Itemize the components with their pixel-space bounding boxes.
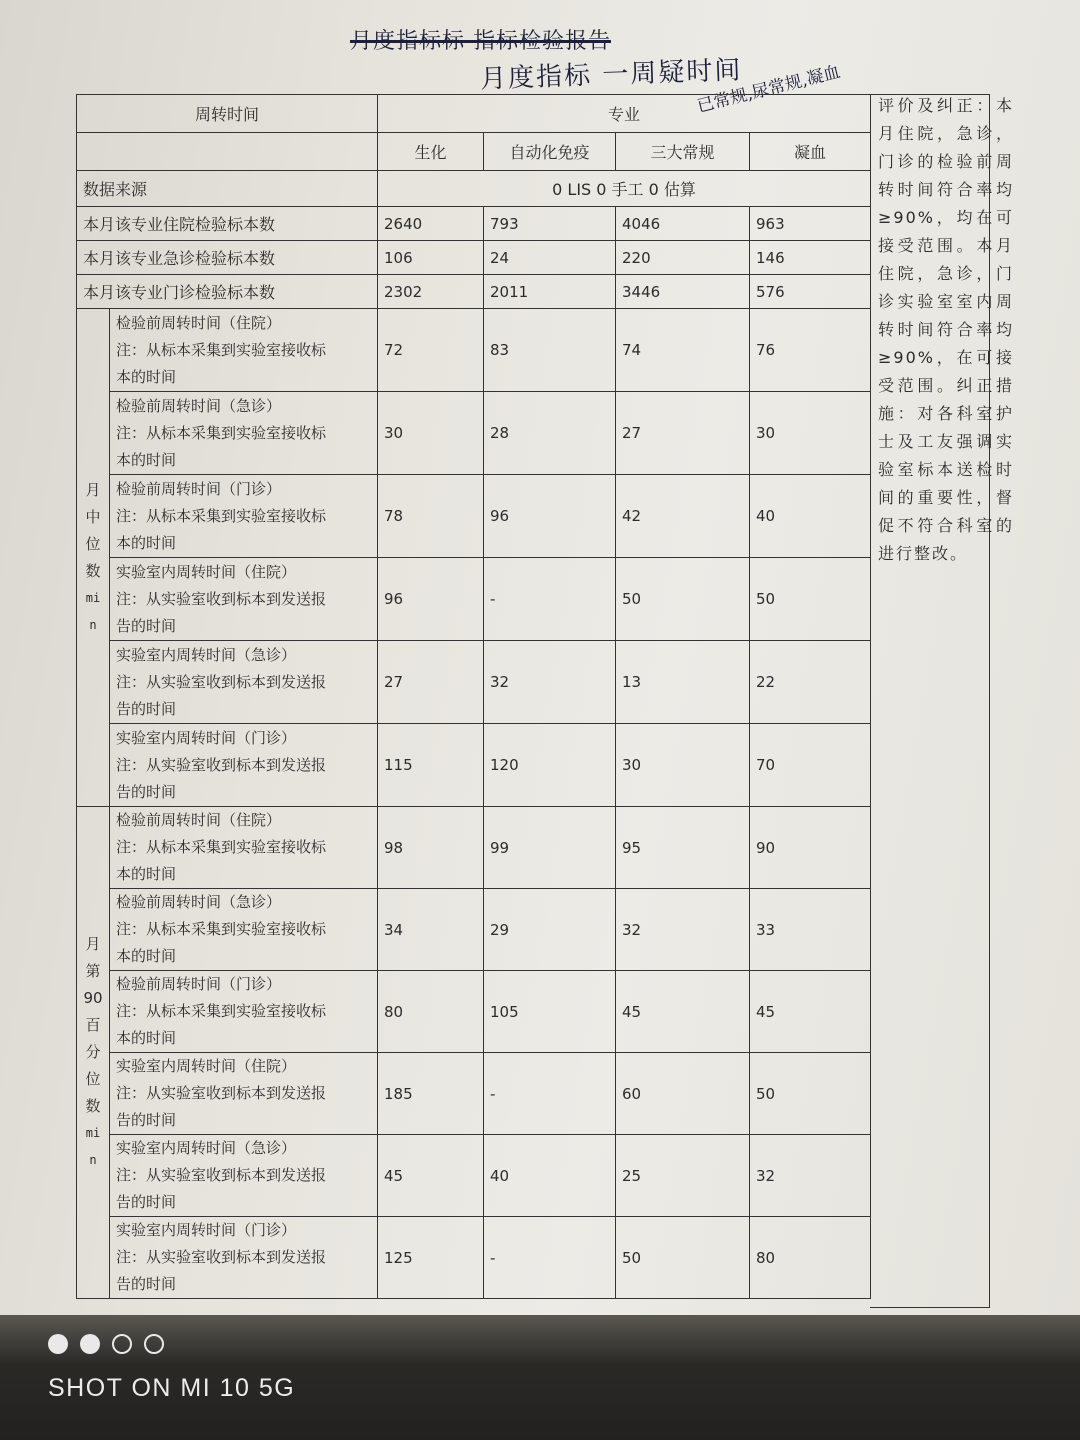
- cell-value: 3446: [616, 275, 750, 309]
- cell-value: 793: [484, 207, 616, 241]
- handwritten-heading: 月度指标 一周疑时间: [479, 55, 743, 95]
- specialty-coagulation: 凝血: [750, 133, 871, 171]
- cell-value: 2640: [378, 207, 484, 241]
- cell-value: 105: [484, 971, 616, 1053]
- cell-value: 80: [750, 1217, 871, 1299]
- cell-value: 45: [750, 971, 871, 1053]
- watermark-dot-icon: [144, 1334, 164, 1354]
- metric-label: 实验室内周转时间（急诊） 注：从实验室收到标本到发送报 告的时间: [110, 641, 378, 724]
- camera-watermark-label: SHOT ON MI 10 5G: [48, 1374, 296, 1402]
- cell-value: 24: [484, 241, 616, 275]
- data-source-label: 数据来源: [77, 171, 378, 207]
- table-row: [77, 889, 871, 971]
- table-row: [77, 1053, 871, 1135]
- cell-value: 27: [378, 641, 484, 724]
- cell-value: 76: [750, 309, 871, 392]
- cell-value: 70: [750, 724, 871, 807]
- cell-value: 45: [616, 971, 750, 1053]
- cell-value: 42: [616, 475, 750, 558]
- metric-label: 实验室内周转时间（住院） 注：从实验室收到标本到发送报 告的时间: [110, 558, 378, 641]
- cell-value: 4046: [616, 207, 750, 241]
- median-group-label: 月 中 位 数 mi n: [77, 309, 110, 807]
- cell-value: 146: [750, 241, 871, 275]
- struck-handwriting: 月度指标标 指标检验报告: [350, 29, 611, 54]
- camera-watermark-dots: [48, 1334, 164, 1354]
- cell-value: 13: [616, 641, 750, 724]
- metric-label: 实验室内周转时间（门诊） 注：从实验室收到标本到发送报 告的时间: [110, 724, 378, 807]
- cell-value: 32: [616, 889, 750, 971]
- cell-value: 30: [378, 392, 484, 475]
- metric-label: 实验室内周转时间（门诊） 注：从实验室收到标本到发送报 告的时间: [110, 1217, 378, 1299]
- cell-value: 115: [378, 724, 484, 807]
- header-row-2: [77, 133, 871, 171]
- cell-value: 34: [378, 889, 484, 971]
- cell-value: -: [484, 1053, 616, 1135]
- cell-value: 96: [484, 475, 616, 558]
- cell-value: 90: [750, 807, 871, 889]
- cell-value: 2011: [484, 275, 616, 309]
- cell-value: 80: [378, 971, 484, 1053]
- data-source-value: 0 LIS 0 手工 0 估算: [378, 171, 871, 207]
- cell-value: 78: [378, 475, 484, 558]
- cell-value: 28: [484, 392, 616, 475]
- cell-value: 72: [378, 309, 484, 392]
- data-source-row: [77, 171, 871, 207]
- cell-value: 30: [616, 724, 750, 807]
- cell-value: 50: [616, 558, 750, 641]
- watermark-dot-icon: [48, 1334, 68, 1354]
- table-row: [77, 724, 871, 807]
- cell-value: 33: [750, 889, 871, 971]
- cell-value: 106: [378, 241, 484, 275]
- specialty-immunology: 自动化免疫: [484, 133, 616, 171]
- cell-value: 963: [750, 207, 871, 241]
- cell-value: 50: [750, 1053, 871, 1135]
- cell-value: 99: [484, 807, 616, 889]
- cell-value: 22: [750, 641, 871, 724]
- table-row: [77, 475, 871, 558]
- cell-value: 74: [616, 309, 750, 392]
- metric-label: 检验前周转时间（住院） 注：从标本采集到实验室接收标 本的时间: [110, 309, 378, 392]
- table-row: [77, 392, 871, 475]
- header-blank-cell: [77, 133, 378, 171]
- cell-value: 50: [750, 558, 871, 641]
- remarks-text: 评价及纠正：本月住院，急诊，门诊的检验前周转时间符合率均≥90%，均在可接受范围。本月住院，急诊，门诊实验室室内周转时间符合率均≥90%，在可接受范围。纠正措施：对各科室护士及工友强调实验室标本送检时间的重要性，督促不符合科室的进行整改。: [878, 96, 1014, 563]
- cell-value: 95: [616, 807, 750, 889]
- metric-label: 实验室内周转时间（急诊） 注：从实验室收到标本到发送报 告的时间: [110, 1135, 378, 1217]
- table-row: [77, 1135, 871, 1217]
- table-row: [77, 558, 871, 641]
- p90-group-label: 月 第 90 百 分 位 数 mi n: [77, 807, 110, 1299]
- cell-value: 576: [750, 275, 871, 309]
- cell-value: 27: [616, 392, 750, 475]
- metric-label: 检验前周转时间（门诊） 注：从标本采集到实验室接收标 本的时间: [110, 475, 378, 558]
- table-row: [77, 971, 871, 1053]
- cell-value: 125: [378, 1217, 484, 1299]
- count-label: 本月该专业住院检验标本数: [77, 207, 378, 241]
- watermark-dot-icon: [112, 1334, 132, 1354]
- metric-label: 实验室内周转时间（住院） 注：从实验室收到标本到发送报 告的时间: [110, 1053, 378, 1135]
- cell-value: 2302: [378, 275, 484, 309]
- table-row: [77, 241, 871, 275]
- table-row: [77, 807, 871, 889]
- specialty-header: 专业: [378, 95, 871, 133]
- turnaround-header: 周转时间: [77, 95, 378, 133]
- metric-label: 检验前周转时间（门诊） 注：从标本采集到实验室接收标 本的时间: [110, 971, 378, 1053]
- cell-value: 220: [616, 241, 750, 275]
- metric-label: 检验前周转时间（急诊） 注：从标本采集到实验室接收标 本的时间: [110, 392, 378, 475]
- header-row-1: [77, 95, 871, 133]
- watermark-dot-icon: [80, 1334, 100, 1354]
- cell-value: 50: [616, 1217, 750, 1299]
- cell-value: -: [484, 1217, 616, 1299]
- table-row: [77, 641, 871, 724]
- cell-value: 83: [484, 309, 616, 392]
- table-row: [77, 275, 871, 309]
- turnaround-table: [76, 94, 871, 1299]
- cell-value: 45: [378, 1135, 484, 1217]
- count-label: 本月该专业门诊检验标本数: [77, 275, 378, 309]
- metric-label: 检验前周转时间（住院） 注：从标本采集到实验室接收标 本的时间: [110, 807, 378, 889]
- cell-value: 60: [616, 1053, 750, 1135]
- cell-value: -: [484, 558, 616, 641]
- metric-label: 检验前周转时间（急诊） 注：从标本采集到实验室接收标 本的时间: [110, 889, 378, 971]
- cell-value: 185: [378, 1053, 484, 1135]
- specialty-routine: 三大常规: [616, 133, 750, 171]
- cell-value: 25: [616, 1135, 750, 1217]
- cell-value: 29: [484, 889, 616, 971]
- count-label: 本月该专业急诊检验标本数: [77, 241, 378, 275]
- cell-value: 40: [750, 475, 871, 558]
- table-row: [77, 207, 871, 241]
- cell-value: 32: [484, 641, 616, 724]
- cell-value: 120: [484, 724, 616, 807]
- cell-value: 32: [750, 1135, 871, 1217]
- cell-value: 40: [484, 1135, 616, 1217]
- specialty-biochemistry: 生化: [378, 133, 484, 171]
- table-row: [77, 309, 871, 392]
- cell-value: 98: [378, 807, 484, 889]
- cell-value: 30: [750, 392, 871, 475]
- cell-value: 96: [378, 558, 484, 641]
- handwritten-side-note: 已常规,尿常规,凝血: [695, 62, 843, 117]
- table-row: [77, 1217, 871, 1299]
